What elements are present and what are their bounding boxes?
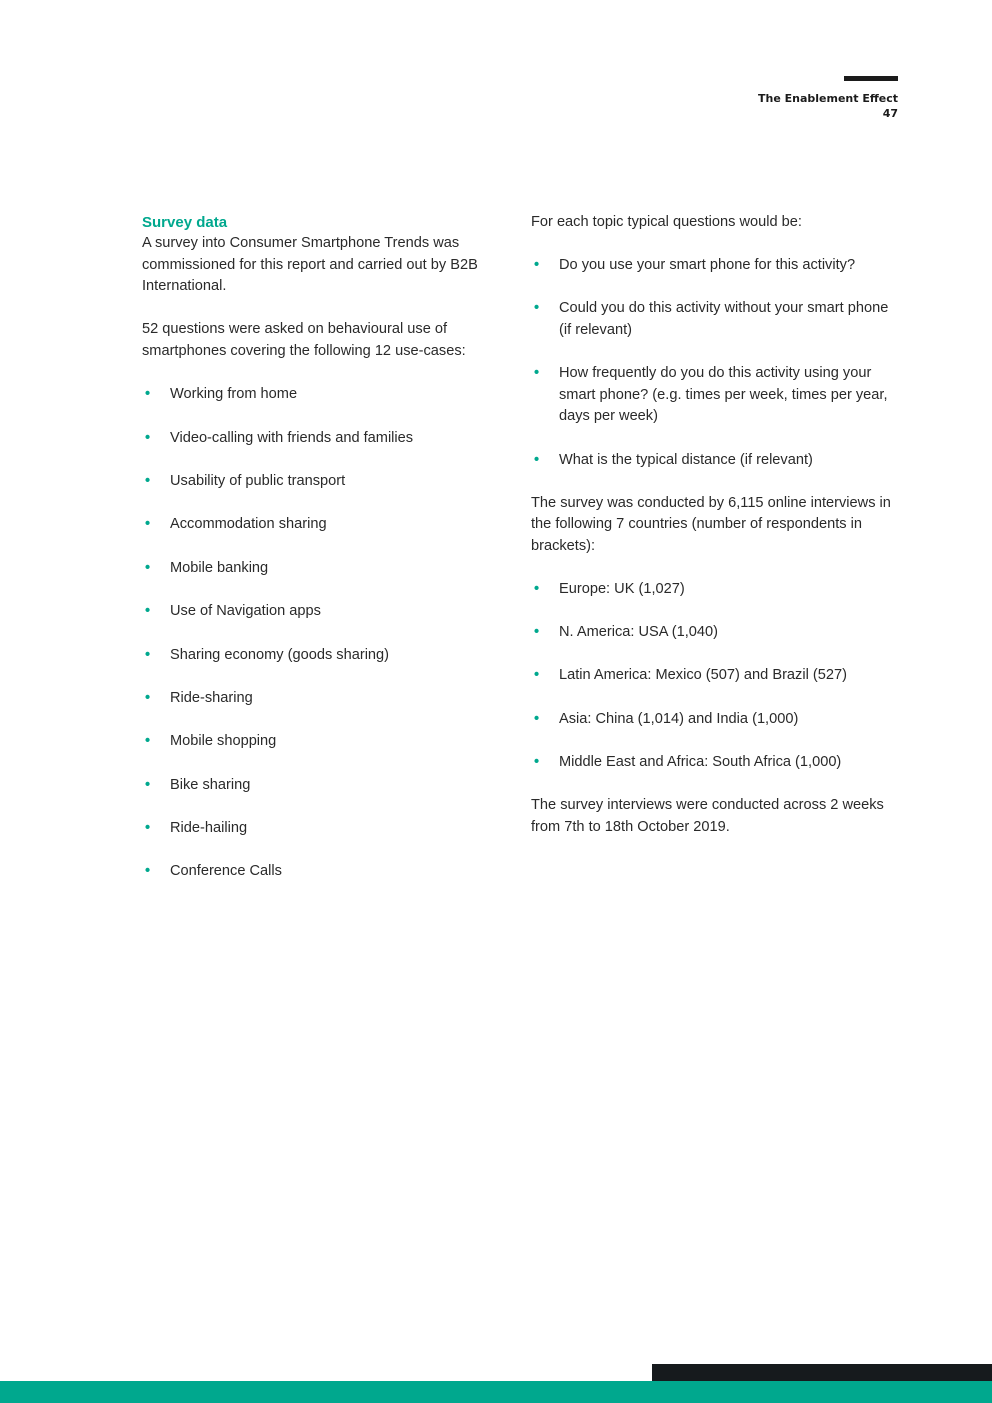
- bullet-icon: •: [145, 863, 151, 880]
- bullet-icon: •: [534, 300, 540, 317]
- bullet-icon: •: [534, 710, 540, 727]
- bullet-icon: •: [534, 365, 540, 382]
- list-item-text: Mobile banking: [170, 559, 269, 576]
- bullet-icon: •: [534, 581, 540, 598]
- bullet-icon: •: [145, 603, 151, 620]
- list-item: [531, 752, 901, 774]
- list-item-text: Sharing economy (goods sharing): [170, 646, 390, 663]
- bullet-icon: •: [145, 776, 151, 793]
- left-column: [142, 212, 492, 905]
- list-item: [142, 688, 492, 710]
- list-item: [142, 601, 492, 623]
- bullet-icon: •: [534, 667, 540, 684]
- section-title: Survey data: [142, 214, 228, 231]
- list-item-text: Ride-hailing: [170, 820, 248, 837]
- list-item: [531, 665, 901, 687]
- list-item: [142, 384, 492, 406]
- list-item: [142, 645, 492, 667]
- list-item: [142, 471, 492, 493]
- list-item-text: Conference Calls: [170, 863, 282, 880]
- list-item-text: Use of Navigation apps: [170, 603, 321, 620]
- list-item-text: Usability of public transport: [170, 472, 346, 489]
- list-item: [142, 818, 492, 840]
- list-item-text: Ride-sharing: [170, 689, 253, 706]
- bullet-icon: •: [534, 257, 540, 274]
- list-item-text: Europe: UK (1,027): [559, 581, 685, 598]
- bullet-icon: •: [534, 624, 540, 641]
- list-item-text: Working from home: [170, 386, 298, 403]
- list-item-text: Do you use your smart phone for this activity?: [559, 257, 856, 274]
- bullet-icon: •: [534, 451, 540, 468]
- bullet-icon: •: [145, 472, 151, 489]
- list-item-text: Accommodation sharing: [170, 516, 327, 533]
- list-item-text: Mobile shopping: [170, 733, 277, 750]
- list-item: [531, 298, 901, 341]
- list-item: [142, 731, 492, 753]
- bullet-icon: •: [145, 559, 151, 576]
- list-item-text: Video-calling with friends and families: [170, 429, 414, 446]
- list-item: [142, 514, 492, 536]
- bullet-icon: •: [145, 646, 151, 663]
- use-case-list: [142, 384, 492, 883]
- list-item: [142, 558, 492, 580]
- list-item: [531, 709, 901, 731]
- page-number: 47: [882, 107, 898, 120]
- topic-intro: For each topic typical questions would be:: [531, 214, 802, 230]
- conducted-text: The survey was conducted by 6,115 online interviews in the following 7 countries (number of respondents in brackets):: [531, 494, 891, 554]
- bullet-icon: •: [145, 386, 151, 403]
- bullet-icon: •: [145, 689, 151, 706]
- list-item-text: Asia: China (1,014) and India (1,000): [559, 710, 799, 727]
- questions-text: 52 questions were asked on behavioural use of smartphones covering the following 12 use-cases:: [142, 321, 466, 359]
- survey-intro: A survey into Consumer Smartphone Trends was commissioned for this report and carried out by B2B International.: [142, 235, 478, 295]
- footer-accent-bar: [0, 1381, 992, 1403]
- list-item: [142, 428, 492, 450]
- question-list: [531, 255, 901, 471]
- list-item-text: Could you do this activity without your smart phone (if relevant): [559, 300, 889, 338]
- list-item: [142, 775, 492, 797]
- list-item: [531, 363, 901, 428]
- list-item: [531, 450, 901, 472]
- list-item-text: Latin America: Mexico (507) and Brazil (527): [559, 667, 847, 684]
- dates-text: The survey interviews were conducted across 2 weeks from 7th to 18th October 2019.: [531, 797, 884, 835]
- bullet-icon: •: [145, 733, 151, 750]
- list-item-text: What is the typical distance (if relevant): [559, 451, 813, 468]
- bullet-icon: •: [145, 820, 151, 837]
- bullet-icon: •: [534, 753, 540, 770]
- list-item-text: How frequently do you do this activity using your smart phone? (e.g. times per week, times per year, days per week): [559, 365, 888, 425]
- list-item: [531, 579, 901, 601]
- list-item-text: Bike sharing: [170, 776, 251, 793]
- right-column: [531, 212, 901, 838]
- footer-dark-bar: [652, 1364, 992, 1381]
- country-list: [531, 579, 901, 773]
- header-title: The Enablement Effect: [757, 92, 898, 105]
- running-header: [758, 91, 898, 121]
- list-item-text: Middle East and Africa: South Africa (1,000): [559, 753, 842, 770]
- header-rule: [844, 76, 898, 81]
- bullet-icon: •: [145, 516, 151, 533]
- list-item-text: N. America: USA (1,040): [559, 624, 718, 641]
- bullet-icon: •: [145, 429, 151, 446]
- list-item: [142, 861, 492, 883]
- list-item: [531, 255, 901, 277]
- list-item: [531, 622, 901, 644]
